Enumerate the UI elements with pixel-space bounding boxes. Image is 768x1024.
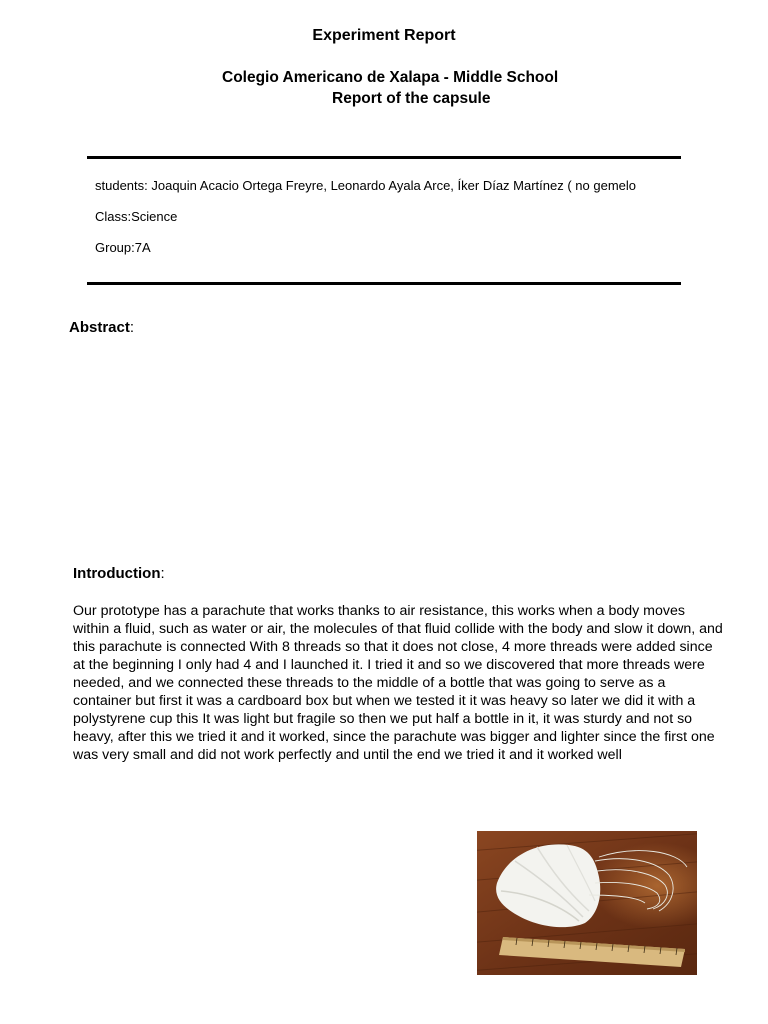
abstract-heading-colon: : (129, 319, 135, 336)
introduction-heading (73, 565, 165, 582)
school-name: Colegio Americano de Xalapa - Middle School (222, 69, 559, 86)
report-title: Experiment Report (312, 27, 456, 44)
class-line: Class:Science (95, 209, 178, 224)
top-divider (87, 156, 681, 159)
bottom-divider (87, 282, 681, 285)
introduction-heading-colon: : (160, 565, 165, 582)
report-subtitle: Report of the capsule (332, 90, 491, 107)
students-line: students: Joaquin Acacio Ortega Freyre, Leonardo Ayala Arce, Íker Díaz Martínez ( no gemelo (95, 178, 636, 193)
abstract-heading-text: Abstract (69, 319, 130, 336)
introduction-body: Our prototype has a parachute that works thanks to air resistance, this works when a body moves within a fluid, such as water or air, the molecules of that fluid collide with the body and slow it down, and this parachute is connected With 8 threads so that it does not close, 4 more threads were added since at the beginning I only had 4 and I launched it. I tried it and so we discovered that more threads were needed, and we connected these threads to the middle of a bottle that was going to serve as a container but first it was a cardboard box but when we tested it it was heavy so later we did it with a polystyrene cup this It was light but fragile so then we put half a bottle in it, it was sturdy and not so heavy, after this we tried it and it worked, since the parachute was bigger and lighter since the first one was very small and did not work perfectly and until the end we tried it and it worked well (73, 603, 723, 763)
parachute-photo (477, 831, 697, 975)
group-line: Group:7A (95, 240, 151, 255)
introduction-heading-text: Introduction (73, 565, 161, 582)
abstract-heading (69, 319, 134, 336)
